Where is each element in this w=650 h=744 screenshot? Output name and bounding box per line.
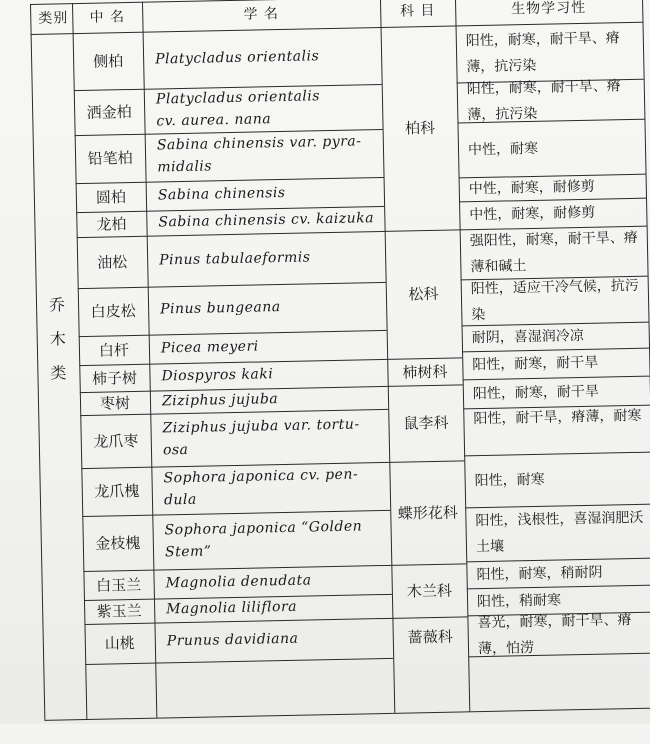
scientific-name: dula [163, 491, 197, 509]
table-bottom-border [44, 708, 650, 721]
habit-text: 阳性，耐寒，耐干旱、瘠薄，抗污染 [466, 78, 621, 124]
habit-text: 阳性，耐寒，耐干旱 [472, 383, 600, 402]
scientific-name: Sophora japonica cv. pen- [163, 466, 359, 487]
scientific-name: Sabina chinensis var. pyra- [156, 133, 362, 154]
family-name: 木兰科 [406, 581, 453, 601]
habit-text: 中性，耐寒 [467, 140, 539, 158]
scientific-name: Sabina chinensis [157, 184, 286, 203]
scientific-name: Platycladus orientalis [155, 87, 321, 107]
family-name: 松科 [408, 284, 439, 304]
habit-divider [464, 452, 650, 457]
header-habit: 生物学习性 [511, 0, 587, 18]
scientific-name: Pinus tabulaeformis [159, 248, 311, 268]
family-name: 蝶形花科 [397, 503, 458, 523]
habit-text: 阳性，耐干旱，瘠薄，耐寒 [473, 407, 642, 427]
habit-text: 耐阴，喜湿润冷凉 [471, 327, 584, 347]
scientific-name: Sophora japonica “Golden [164, 517, 363, 538]
category-char: 木 [49, 329, 66, 349]
row-divider [85, 658, 393, 665]
chinese-name: 枣树 [99, 393, 131, 413]
scientific-name: Magnolia denudata [165, 571, 312, 591]
scientific-name: cv. aurea. nana [156, 110, 272, 129]
habit-text: 阳性，适应干冷气候，抗污染 [470, 277, 639, 324]
chinese-name: 洒金柏 [86, 102, 132, 122]
habit-text: 阳性，耐寒 [474, 471, 545, 490]
scientific-name: Platycladus orientalis [154, 47, 320, 67]
habit-text: 中性，耐寒，耐修剪 [468, 178, 595, 198]
chinese-name: 白杆 [98, 340, 130, 360]
scientific-name: Magnolia liliflora [166, 598, 298, 618]
chinese-name: 龙爪槐 [94, 481, 140, 501]
chinese-name: 圆柏 [95, 187, 127, 207]
scientific-name: Stem” [164, 542, 212, 560]
scientific-name: Pinus bungeana [159, 299, 281, 318]
chinese-name: 侧柏 [92, 51, 124, 71]
family-name: 柿树科 [402, 362, 448, 382]
habit-text: 中性，耐寒，耐修剪 [469, 204, 596, 224]
chinese-name: 柿子树 [91, 368, 138, 388]
scientific-name: Ziziphus jujuba [161, 390, 279, 409]
header-category: 类别 [38, 10, 69, 27]
habit-text: 阳性，稍耐寒 [476, 591, 562, 610]
header-scientific-name: 学 名 [243, 6, 280, 23]
row-divider [78, 282, 386, 289]
family-divider [389, 460, 464, 463]
habit-text: 强阳性，耐寒，耐干旱、瘠薄和碱土 [469, 229, 638, 276]
family-divider [391, 563, 466, 566]
family-divider [388, 384, 463, 387]
scientific-name: Picea meyeri [160, 337, 259, 356]
family-divider [385, 229, 460, 232]
scientific-name: Prunus davidiana [166, 630, 299, 650]
family-name: 柏科 [404, 118, 436, 138]
habit-text: 阳性，耐寒，稍耐阴 [476, 564, 603, 583]
chinese-name: 白玉兰 [95, 575, 142, 595]
category-char: 乔 [48, 295, 66, 315]
habit-text: 阳性，浅根性，喜湿润肥沃土壤 [475, 509, 644, 556]
scientific-name: midalis [157, 158, 213, 176]
habit-text: 阳性，耐寒，耐干旱 [472, 354, 599, 374]
habit-text: 阳性，耐寒，耐干旱、瘠薄，抗污染 [465, 29, 620, 75]
header-chinese-name: 中 名 [89, 9, 126, 26]
family-name: 鼠李科 [403, 413, 449, 433]
chinese-name: 金枝槐 [95, 533, 141, 553]
category-char: 类 [50, 363, 67, 383]
chinese-name: 油松 [96, 252, 128, 272]
chinese-name: 白皮松 [90, 301, 136, 321]
header-family: 科 目 [399, 2, 436, 20]
chinese-name: 龙爪枣 [93, 431, 139, 451]
scientific-name: Sabina chinensis cv. kaizuka [158, 209, 375, 230]
scientific-name: Ziziphus jujuba var. tortu- [162, 415, 360, 436]
chinese-name: 山桃 [104, 634, 136, 653]
chinese-name: 紫玉兰 [96, 601, 142, 621]
scientific-name: osa [162, 441, 189, 458]
plant-table [30, 0, 650, 744]
chinese-name: 铅笔柏 [87, 148, 133, 168]
scientific-name: Diospyros kaki [161, 365, 274, 384]
family-name: 蔷薇科 [407, 627, 453, 647]
chinese-name: 龙柏 [96, 214, 127, 234]
family-divider [392, 616, 467, 619]
habit-text: 喜光，耐寒，耐干旱、瘠薄，怕涝 [477, 611, 632, 657]
